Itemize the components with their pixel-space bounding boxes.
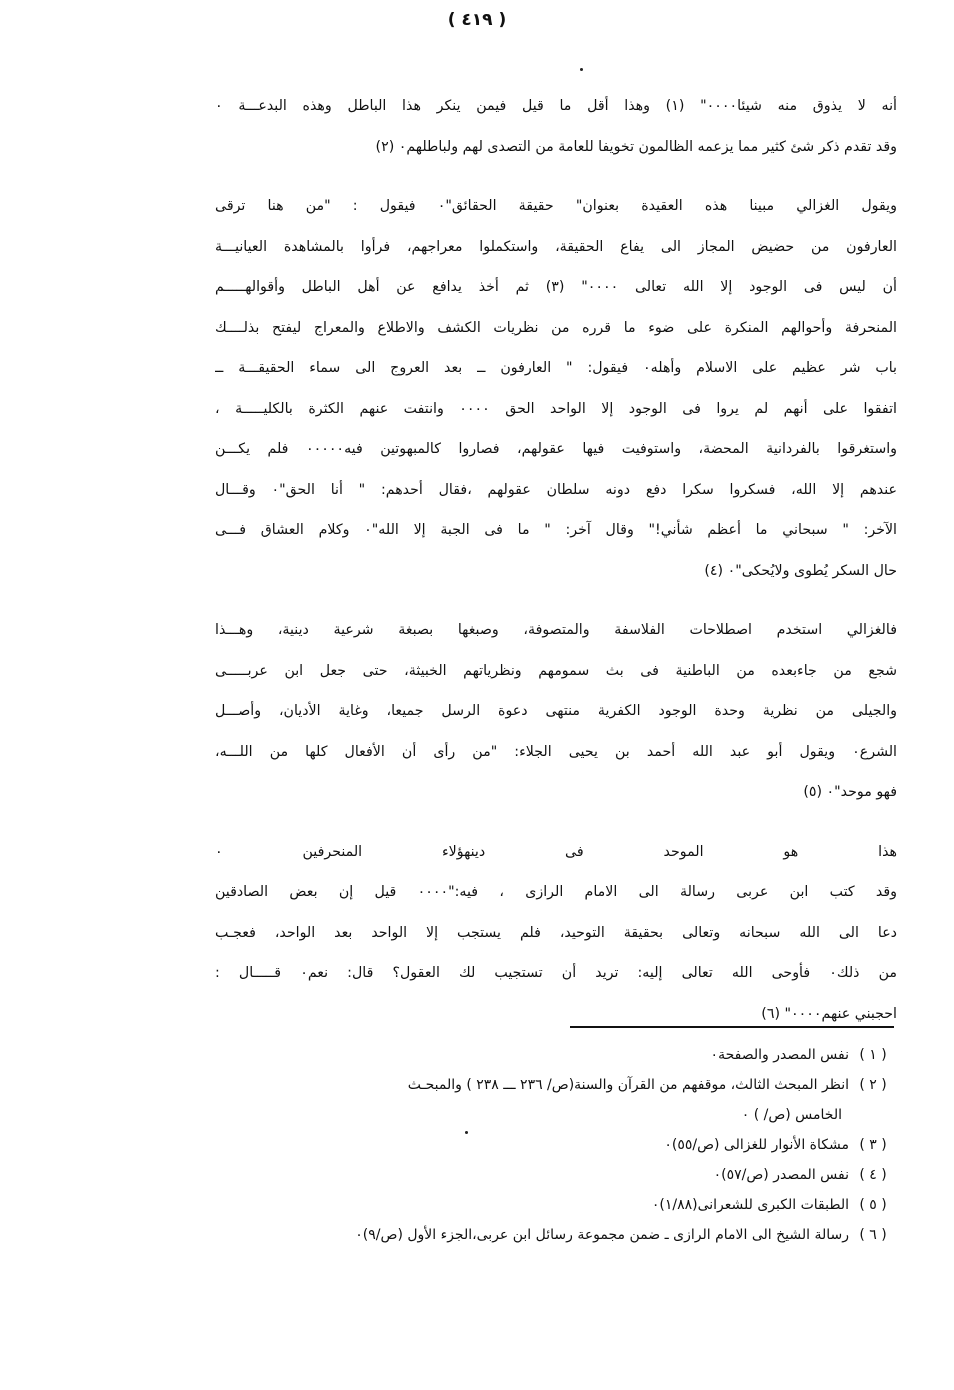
footnote-separator [570, 1026, 894, 1028]
text-line: الآخر: " سبحاني ما أعظم شأني!" وقال آخر: " ما فى الجبة إلا الله"٠ وكلام العشاق فـــى [215, 522, 897, 538]
footnote-text: مشكاة الأنوار للغزالى (ص/٥٥)٠ [664, 1137, 849, 1153]
paragraph [215, 832, 897, 1035]
footnote-number: ( ٤ ) [859, 1167, 887, 1183]
footnote [215, 1190, 897, 1220]
text-line: عندهم إلا الله، فسكروا سكرا دفع دونه سلطان عقولهم ،فقال أحدهم: " أنا الحق"٠ وقـــال [215, 481, 897, 498]
footnote [215, 1160, 897, 1190]
speck [580, 68, 583, 71]
footnote [215, 1070, 897, 1100]
text-line: واستغرقوا بالفردانية المحضة، واستوفيت فيها عقولهم، فصاروا كالمبهوتين فيه٠٠٠٠٠ فلم يكـــن [215, 441, 897, 457]
footnote-text: نفس المصدر والصفحة٠ [710, 1047, 849, 1063]
text-line: من ذلك٠ فأوحى الله تعالى إليه: تريد أن تستجيب لك العقول؟ قال: نعم٠ قـــــال : [215, 965, 897, 981]
text-line: أن ليس فى الوجود إلا الله تعالى ٠٠٠٠" (٣) ثم أخذ يدافع عن أهل الباطل وأقوالهـــــم [215, 279, 897, 295]
text-line: اتفقوا على أنهم لم يروا فى الوجود إلا الواحد الحق ٠٠٠٠ وانتفت عنهم الكثرة بالكليـــــة ، [215, 400, 897, 417]
text-line: فالغزالي استخدم اصطلاحات الفلاسفة والمتصوفة، وصبغها بصبغة شرعية دينية، وهـــذا [215, 622, 897, 638]
paragraph-gap [215, 167, 897, 186]
footnote [215, 1220, 897, 1250]
footnotes [215, 1040, 897, 1250]
text-line: أنه لا يذوق منه شيئا٠٠٠٠" (١) وهذا أقل ما قيل فيمن ينكر هذا الباطل وهذه البدعـــة ٠ [215, 98, 897, 114]
body-text [215, 86, 897, 1034]
footnote-number: ( ١ ) [859, 1047, 887, 1063]
footnote-number: ( ٥ ) [859, 1197, 887, 1213]
text-line: وقد كتب ابن عربى رسالة الى الامام الرازى ، فيه:"٠٠٠٠ قيل إن بعض الصادقين [215, 884, 897, 900]
text-line: المنحرفة وأحوالهم المنكرة على ضوء ما قرره من نظريات الكشف والاطلاع والمعراج ليفتح بذلــــك [215, 319, 897, 336]
paragraph [215, 86, 897, 167]
footnote-text: الطبقات الكبرى للشعرانى(١/٨٨)٠ [651, 1197, 849, 1213]
footnote [215, 1130, 897, 1160]
footnote-text: رسالة الشيخ الى الامام الرازى ـ ضمن مجموعة رسائل ابن عربى،الجزء الأول (ص/٩)٠ [355, 1227, 849, 1243]
paragraph-gap [215, 591, 897, 610]
text-line: والجيلى من نظرية وحدة الوجود الكفرية منتهى دعوة الرسل جميعا، وغاية الأديان، وأصـــل [215, 703, 897, 719]
footnote [215, 1040, 897, 1070]
text-line: فهو موحد"٠ (٥) [803, 784, 897, 800]
text-line: هذا هو الموحد فى دينهؤلاء المنحرفين ٠ [215, 843, 897, 860]
footnote-number: ( ٢ ) [859, 1077, 887, 1093]
text-line: الشرع٠ ويقول أبو عبد الله أحمد بن يحيى الجلاء: "من رأى أن الأفعال كلها من اللـــه، [215, 743, 897, 760]
text-line: وقد تقدم ذكر شئ كثير مما يزعمه الظالمون تخويفا للعامة من التصدى لهم ولباطلهم٠ (٢) [375, 138, 897, 155]
text-line: احجبني عنهم٠٠٠٠" (٦) [761, 1005, 897, 1022]
text-line: شجع من جاءبعده من الباطنية فى بث سمومهم ونظرياتهم الخبيثة، حتى جعل ابن عربـــــى [215, 662, 897, 679]
footnote-number: ( ٣ ) [859, 1137, 887, 1153]
text-line: العارفون من حضيض المجاز الى يفاع الحقيقة، واستكملوا معراجهم، فرأوا بالمشاهدة العيانيـــة [215, 238, 897, 255]
text-line: دعا الى الله سبحانه وتعالى بحقيقة التوحيد، فلم يستجب إلا الواحد بعد الواحد، فعجـب [215, 924, 897, 941]
text-line: ويقول الغزالي مبينا هذه العقيدة بعنوان" حقيقة الحقائق"٠ فيقول : "من هنا ترقى [215, 198, 897, 214]
footnote-continuation: الخامس (ص/ ) ٠ [741, 1107, 842, 1123]
footnote-text: انظر المبحث الثالث، موقفهم من القرآن والسنة(ص/ ٢٣٦ ـــ ٢٣٨ ) والمبحـث [407, 1077, 849, 1093]
text-line: باب شر عظيم على الاسلام وأهله٠ فيقول: " العارفون ــ بعد العروج الى سماء الحقيقـــة ــ [215, 360, 897, 376]
text-line: حال السكر يُطوى ولايُحكى"٠ (٤) [704, 562, 897, 579]
page-number: ( ٤١٩ ) [447, 10, 507, 30]
footnote-text: نفس المصدر (ص/٥٧)٠ [713, 1167, 849, 1183]
paragraph-gap [215, 813, 897, 832]
footnote-number: ( ٦ ) [859, 1227, 887, 1243]
paragraph [215, 186, 897, 591]
paragraph [215, 610, 897, 813]
